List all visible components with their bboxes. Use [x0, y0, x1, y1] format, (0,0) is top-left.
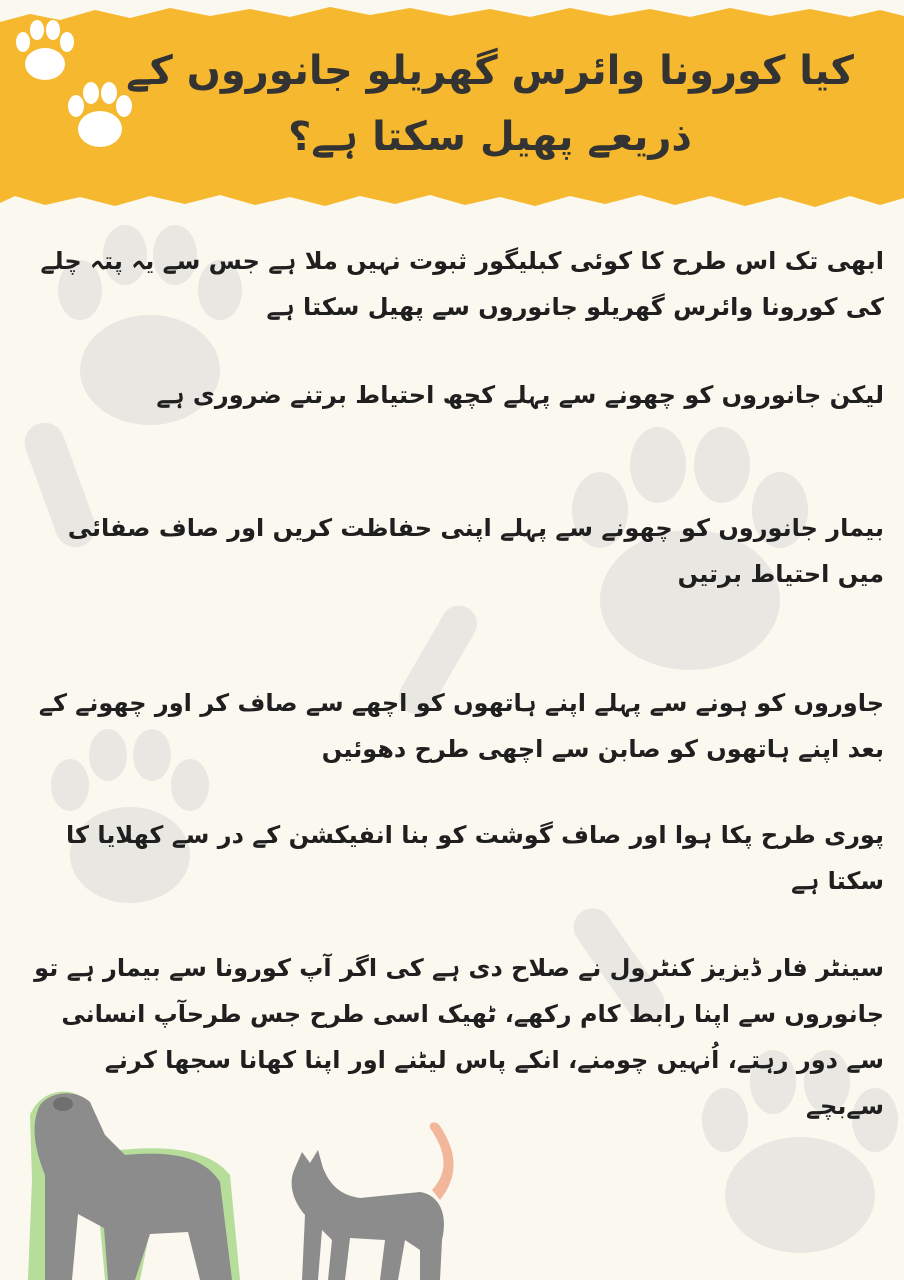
paragraph-1: ابھی تک اس طرح کا کوئی کبلیگور ثبوت نہیں ملا ہے جس سے یہ پتہ چلے کی کورونا وائرس گھریلو جانوروں سے پھیل سکتا ہے	[40, 247, 884, 321]
paragraph-3: بیمار جانوروں کو چھونے سے پہلے اپنی حفاظت کریں اور صاف صفائی میں احتیاط برتیں	[67, 514, 884, 588]
page-title: کیا کورونا وائرس گھریلو جانوروں کے ذریعے پھیل سکتا ہے؟	[126, 48, 854, 160]
paragraph-4: جاوروں کو ہونے سے پہلے اپنے ہاتھوں کو اچھے سے صاف کر اور چھونے کے بعد اپنے ہاتھوں کو صابن سے اچھی طرح دھوئیں	[38, 689, 884, 763]
paragraph-6: سینٹر فار ڈیزیز کنٹرول نے صلاح دی ہے کی اگر آپ کورونا سے بیمار ہے تو جانوروں سے اپنا رابط کام رکھے، ٹھیک اسی طرح جس طرحآپ انسانی سے دور رہتے، اُنہیں چومنے، انکے پاس لیٹنے اور اپنا کھانا سجھا کرنے سےبچے	[34, 954, 884, 1120]
dog-icon	[28, 1092, 240, 1280]
paragraph-2: لیکن جانوروں کو چھونے سے پہلے کچھ احتیاط برتنے ضروری ہے	[156, 381, 884, 409]
cat-icon	[292, 1122, 454, 1280]
paragraph-5: پوری طرح پکا ہوا اور صاف گوشت کو بنا انفیکشن کے در سے کھلایا کا سکتا ہے	[66, 821, 884, 895]
